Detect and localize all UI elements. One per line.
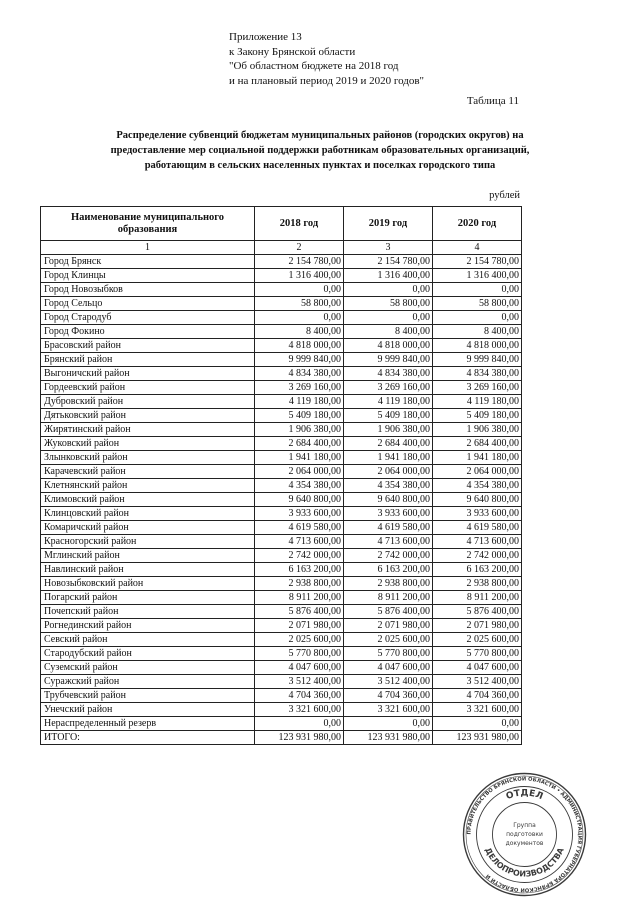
value-2019-cell: 5 409 180,00 — [344, 409, 433, 423]
column-number: 3 — [344, 241, 433, 255]
value-2019-cell: 0,00 — [344, 717, 433, 731]
table-row — [41, 437, 522, 451]
stamp-ring-bottom: ДЕЛОПРОИЗВОДСТВА — [483, 846, 566, 879]
table-row — [41, 535, 522, 549]
value-2020-cell: 4 619 580,00 — [433, 521, 522, 535]
units-label: рублей — [489, 190, 520, 201]
value-2020-cell: 2 684 400,00 — [433, 437, 522, 451]
table-row — [41, 563, 522, 577]
region-name-cell: Унечский район — [41, 703, 255, 717]
table-row — [41, 325, 522, 339]
value-2018-cell: 1 906 380,00 — [255, 423, 344, 437]
region-name-cell: Жирятинский район — [41, 423, 255, 437]
value-2019-cell: 5 770 800,00 — [344, 647, 433, 661]
value-2019-cell: 9 999 840,00 — [344, 353, 433, 367]
title-line: работающим в сельских населенных пунктах и поселках городского типа — [144, 160, 496, 171]
value-2020-cell: 1 316 400,00 — [433, 269, 522, 283]
value-2019-cell: 4 834 380,00 — [344, 367, 433, 381]
column-header-2019: 2019 год — [344, 207, 433, 241]
table-row — [41, 367, 522, 381]
value-2018-cell: 3 269 160,00 — [255, 381, 344, 395]
value-2020-cell: 8 911 200,00 — [433, 591, 522, 605]
value-2019-cell: 9 640 800,00 — [344, 493, 433, 507]
appendix-header — [229, 30, 424, 88]
value-2018-cell: 2 064 000,00 — [255, 465, 344, 479]
value-2018-cell: 1 316 400,00 — [255, 269, 344, 283]
table-row — [41, 549, 522, 563]
region-name-cell: Погарский район — [41, 591, 255, 605]
region-name-cell: Почепский район — [41, 605, 255, 619]
value-2018-cell: 3 321 600,00 — [255, 703, 344, 717]
value-2018-cell: 5 876 400,00 — [255, 605, 344, 619]
region-name-cell: Город Фокино — [41, 325, 255, 339]
region-name-cell: Город Сельцо — [41, 297, 255, 311]
region-name-cell: Трубчевский район — [41, 689, 255, 703]
value-2020-cell: 0,00 — [433, 311, 522, 325]
value-2020-cell: 3 512 400,00 — [433, 675, 522, 689]
value-2019-cell: 8 400,00 — [344, 325, 433, 339]
table-row — [41, 717, 522, 731]
value-2018-cell: 0,00 — [255, 311, 344, 325]
table-row — [41, 703, 522, 717]
value-2020-cell: 4 354 380,00 — [433, 479, 522, 493]
document-title — [40, 128, 600, 173]
value-2019-cell: 3 321 600,00 — [344, 703, 433, 717]
value-2019-cell: 4 704 360,00 — [344, 689, 433, 703]
value-2018-cell: 0,00 — [255, 283, 344, 297]
table-row — [41, 633, 522, 647]
title-line: предоставление мер социальной поддержки работникам образовательных организаций, — [110, 145, 530, 156]
value-2019-cell: 4 619 580,00 — [344, 521, 433, 535]
region-name-cell: Суражский район — [41, 675, 255, 689]
value-2019-cell: 58 800,00 — [344, 297, 433, 311]
value-2018-cell: 2 025 600,00 — [255, 633, 344, 647]
value-2020-cell: 2 154 780,00 — [433, 255, 522, 269]
value-2018-cell: 1 941 180,00 — [255, 451, 344, 465]
value-2019-cell: 1 941 180,00 — [344, 451, 433, 465]
region-name-cell: Город Клинцы — [41, 269, 255, 283]
value-2019-cell: 3 512 400,00 — [344, 675, 433, 689]
value-2020-cell: 0,00 — [433, 717, 522, 731]
region-name-cell: ИТОГО: — [41, 731, 255, 745]
value-2020-cell: 123 931 980,00 — [433, 731, 522, 745]
value-2019-cell: 0,00 — [344, 283, 433, 297]
table-row — [41, 689, 522, 703]
value-2020-cell: 0,00 — [433, 283, 522, 297]
value-2020-cell: 2 742 000,00 — [433, 549, 522, 563]
region-name-cell: Город Новозыбков — [41, 283, 255, 297]
value-2018-cell: 4 704 360,00 — [255, 689, 344, 703]
region-name-cell: Комаричский район — [41, 521, 255, 535]
value-2020-cell: 5 876 400,00 — [433, 605, 522, 619]
table-row — [41, 619, 522, 633]
appendix-line: Приложение 13 — [229, 31, 302, 43]
value-2020-cell: 5 409 180,00 — [433, 409, 522, 423]
region-name-cell: Клинцовский район — [41, 507, 255, 521]
region-name-cell: Климовский район — [41, 493, 255, 507]
value-2020-cell: 6 163 200,00 — [433, 563, 522, 577]
value-2018-cell: 3 512 400,00 — [255, 675, 344, 689]
value-2018-cell: 6 163 200,00 — [255, 563, 344, 577]
table-row — [41, 479, 522, 493]
value-2019-cell: 2 064 000,00 — [344, 465, 433, 479]
value-2018-cell: 3 933 600,00 — [255, 507, 344, 521]
value-2019-cell: 0,00 — [344, 311, 433, 325]
value-2020-cell: 3 321 600,00 — [433, 703, 522, 717]
value-2019-cell: 6 163 200,00 — [344, 563, 433, 577]
column-header-name: Наименование муниципального образования — [41, 207, 255, 241]
table-header-row — [41, 207, 522, 241]
value-2018-cell: 4 619 580,00 — [255, 521, 344, 535]
value-2019-cell: 2 938 800,00 — [344, 577, 433, 591]
value-2019-cell: 4 047 600,00 — [344, 661, 433, 675]
value-2019-cell: 3 269 160,00 — [344, 381, 433, 395]
value-2020-cell: 4 818 000,00 — [433, 339, 522, 353]
value-2020-cell: 4 119 180,00 — [433, 395, 522, 409]
value-2018-cell: 2 742 000,00 — [255, 549, 344, 563]
value-2018-cell: 4 047 600,00 — [255, 661, 344, 675]
table-row — [41, 423, 522, 437]
region-name-cell: Дятьковский район — [41, 409, 255, 423]
region-name-cell: Брянский район — [41, 353, 255, 367]
value-2018-cell: 4 834 380,00 — [255, 367, 344, 381]
value-2018-cell: 58 800,00 — [255, 297, 344, 311]
value-2019-cell: 8 911 200,00 — [344, 591, 433, 605]
table-row — [41, 255, 522, 269]
column-number: 1 — [41, 241, 255, 255]
region-name-cell: Рогнединский район — [41, 619, 255, 633]
appendix-line: "Об областном бюджете на 2018 год — [229, 60, 399, 72]
value-2019-cell: 1 906 380,00 — [344, 423, 433, 437]
table-body — [41, 255, 522, 745]
column-header-2020: 2020 год — [433, 207, 522, 241]
value-2020-cell: 9 640 800,00 — [433, 493, 522, 507]
value-2020-cell: 5 770 800,00 — [433, 647, 522, 661]
table-row — [41, 353, 522, 367]
table-number: Таблица 11 — [466, 95, 519, 107]
value-2019-cell: 123 931 980,00 — [344, 731, 433, 745]
column-number-row — [41, 241, 522, 255]
stamp-center-line: Группа — [513, 822, 536, 829]
value-2018-cell: 123 931 980,00 — [255, 731, 344, 745]
table-row — [41, 605, 522, 619]
region-name-cell: Севский район — [41, 633, 255, 647]
appendix-line: и на плановый период 2019 и 2020 годов" — [229, 74, 425, 87]
table-row — [41, 647, 522, 661]
value-2018-cell: 5 409 180,00 — [255, 409, 344, 423]
table-row — [41, 283, 522, 297]
table-row — [41, 451, 522, 465]
value-2018-cell: 4 119 180,00 — [255, 395, 344, 409]
table-row — [41, 507, 522, 521]
value-2020-cell: 8 400,00 — [433, 325, 522, 339]
region-name-cell: Дубровский район — [41, 395, 255, 409]
value-2020-cell: 4 047 600,00 — [433, 661, 522, 675]
column-number: 4 — [433, 241, 522, 255]
value-2018-cell: 8 911 200,00 — [255, 591, 344, 605]
value-2018-cell: 8 400,00 — [255, 325, 344, 339]
value-2020-cell: 1 941 180,00 — [433, 451, 522, 465]
value-2018-cell: 4 713 600,00 — [255, 535, 344, 549]
table-row — [41, 661, 522, 675]
value-2018-cell: 9 999 840,00 — [255, 353, 344, 367]
value-2020-cell: 3 269 160,00 — [433, 381, 522, 395]
table-row — [41, 297, 522, 311]
table-row — [41, 381, 522, 395]
table-row — [41, 311, 522, 325]
value-2020-cell: 58 800,00 — [433, 297, 522, 311]
table-row — [41, 731, 522, 745]
region-name-cell: Город Стародуб — [41, 311, 255, 325]
region-name-cell: Карачевский район — [41, 465, 255, 479]
region-name-cell: Стародубский район — [41, 647, 255, 661]
value-2019-cell: 4 119 180,00 — [344, 395, 433, 409]
value-2019-cell: 2 742 000,00 — [344, 549, 433, 563]
stamp-ring-top: ОТДЕЛ — [504, 788, 545, 803]
stamp-center-line: подготовки — [506, 831, 543, 838]
value-2019-cell: 2 684 400,00 — [344, 437, 433, 451]
table-row — [41, 409, 522, 423]
value-2019-cell: 3 933 600,00 — [344, 507, 433, 521]
table-row — [41, 395, 522, 409]
value-2020-cell: 3 933 600,00 — [433, 507, 522, 521]
value-2019-cell: 4 354 380,00 — [344, 479, 433, 493]
value-2020-cell: 2 064 000,00 — [433, 465, 522, 479]
region-name-cell: Красногорский район — [41, 535, 255, 549]
value-2019-cell: 2 071 980,00 — [344, 619, 433, 633]
region-name-cell: Суземский район — [41, 661, 255, 675]
region-name-cell: Жуковский район — [41, 437, 255, 451]
table-row — [41, 493, 522, 507]
region-name-cell: Нераспределенный резерв — [41, 717, 255, 731]
region-name-cell: Клетнянский район — [41, 479, 255, 493]
value-2019-cell: 4 713 600,00 — [344, 535, 433, 549]
appendix-line: к Закону Брянской области — [229, 45, 356, 58]
value-2018-cell: 4 818 000,00 — [255, 339, 344, 353]
value-2020-cell: 2 938 800,00 — [433, 577, 522, 591]
value-2020-cell: 4 713 600,00 — [433, 535, 522, 549]
column-header-2018: 2018 год — [255, 207, 344, 241]
region-name-cell: Брасовский район — [41, 339, 255, 353]
value-2019-cell: 2 154 780,00 — [344, 255, 433, 269]
region-name-cell: Мглинский район — [41, 549, 255, 563]
value-2019-cell: 2 025 600,00 — [344, 633, 433, 647]
table-row — [41, 521, 522, 535]
region-name-cell: Навлинский район — [41, 563, 255, 577]
value-2020-cell: 2 071 980,00 — [433, 619, 522, 633]
value-2020-cell: 2 025 600,00 — [433, 633, 522, 647]
region-name-cell: Новозыбковский район — [41, 577, 255, 591]
value-2019-cell: 5 876 400,00 — [344, 605, 433, 619]
value-2019-cell: 4 818 000,00 — [344, 339, 433, 353]
value-2018-cell: 2 938 800,00 — [255, 577, 344, 591]
table-row — [41, 675, 522, 689]
region-name-cell: Город Брянск — [41, 255, 255, 269]
table-row — [41, 269, 522, 283]
table-row — [41, 577, 522, 591]
table-row — [41, 465, 522, 479]
table-row — [41, 339, 522, 353]
value-2020-cell: 9 999 840,00 — [433, 353, 522, 367]
subsidy-table — [40, 206, 522, 745]
region-name-cell: Гордеевский район — [41, 381, 255, 395]
value-2020-cell: 4 834 380,00 — [433, 367, 522, 381]
table-row — [41, 591, 522, 605]
stamp-outer-text: ПРАВИТЕЛЬСТВО БРЯНСКОЙ ОБЛАСТИ • АДМИНИСТРАЦИЯ ГУБЕРНАТОРА БРЯНСКОЙ ОБЛАСТИ И — [466, 776, 583, 893]
stamp-center-line: документов — [505, 840, 544, 847]
value-2018-cell: 2 684 400,00 — [255, 437, 344, 451]
value-2018-cell: 0,00 — [255, 717, 344, 731]
column-number: 2 — [255, 241, 344, 255]
region-name-cell: Злынковский район — [41, 451, 255, 465]
value-2018-cell: 2 071 980,00 — [255, 619, 344, 633]
value-2018-cell: 5 770 800,00 — [255, 647, 344, 661]
value-2018-cell: 2 154 780,00 — [255, 255, 344, 269]
value-2018-cell: 9 640 800,00 — [255, 493, 344, 507]
title-line: Распределение субвенций бюджетам муниципальных районов (городских округов) на — [116, 130, 524, 141]
value-2020-cell: 4 704 360,00 — [433, 689, 522, 703]
value-2018-cell: 4 354 380,00 — [255, 479, 344, 493]
value-2019-cell: 1 316 400,00 — [344, 269, 433, 283]
region-name-cell: Выгоничский район — [41, 367, 255, 381]
value-2020-cell: 1 906 380,00 — [433, 423, 522, 437]
office-stamp — [462, 772, 587, 897]
